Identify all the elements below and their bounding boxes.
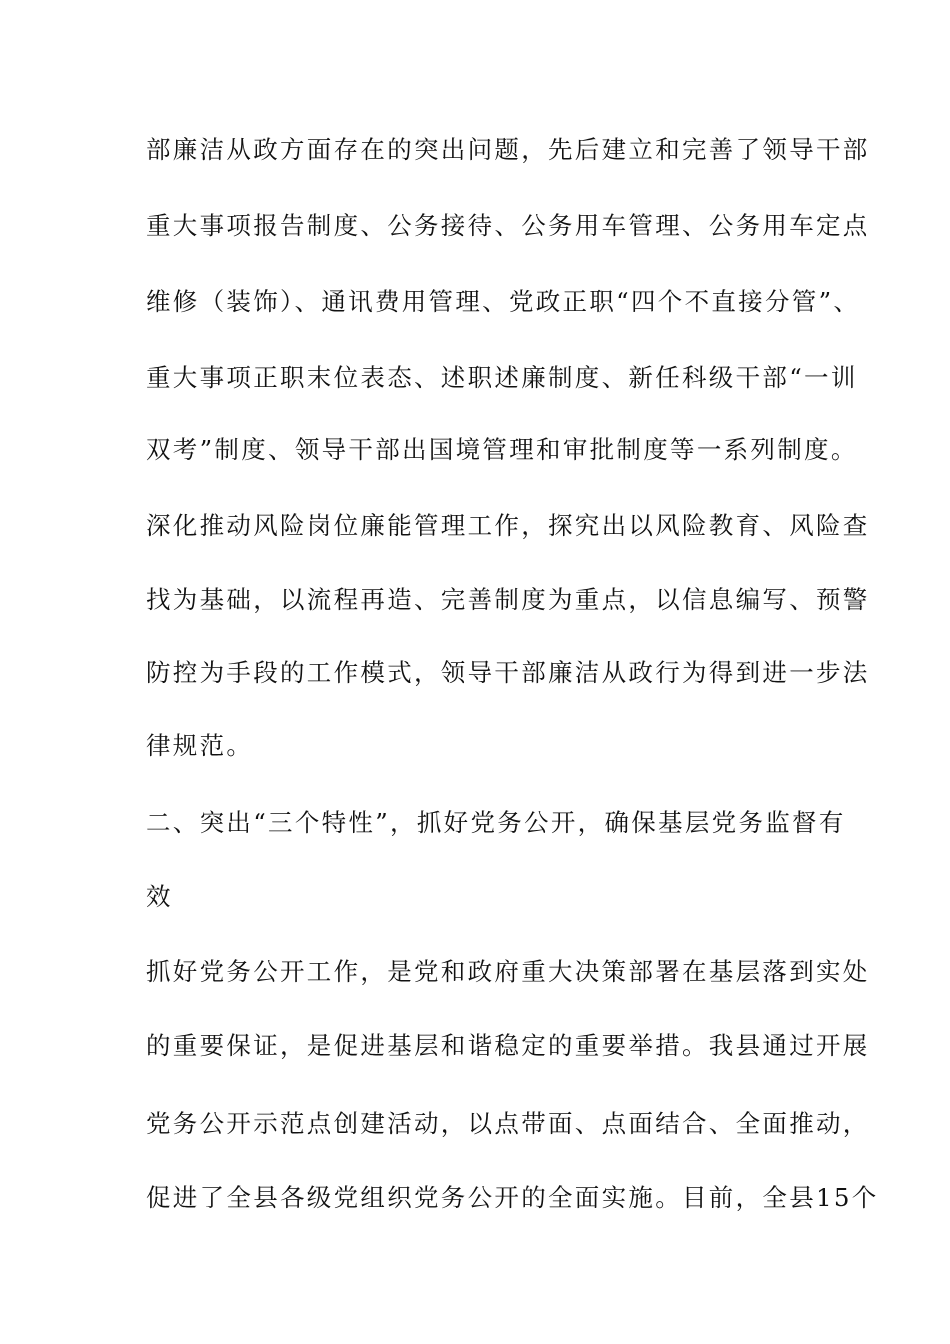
text-line: 重大事项正职末位表态、述职述廉制度、新任科级干部“一训 [146, 363, 858, 392]
text-line: 双考”制度、领导干部出国境管理和审批制度等一系列制度。 [146, 435, 858, 464]
text-line: 深化推动风险岗位廉能管理工作，探究出以风险教育、风险查 [146, 511, 870, 540]
text-line: 找为基础，以流程再造、完善制度为重点，以信息编写、预警 [146, 585, 870, 614]
text-line: 部廉洁从政方面存在的突出问题，先后建立和完善了领导干部 [146, 135, 870, 164]
text-line: 促进了全县各级党组织党务公开的全面实施。目前，全县15个 [146, 1183, 879, 1212]
text-line: 维修（装饰）、通讯费用管理、党政正职“四个不直接分管”、 [146, 287, 861, 316]
text-line: 的重要保证，是促进基层和谐稳定的重要举措。我县通过开展 [146, 1031, 870, 1060]
text-line: 防控为手段的工作模式，领导干部廉洁从政行为得到进一步法 [146, 658, 870, 687]
section-heading: 二、突出“三个特性”，抓好党务公开，确保基层党务监督有 [146, 808, 846, 837]
text-line: 抓好党务公开工作，是党和政府重大决策部署在基层落到实处 [146, 957, 870, 986]
text-line: 律规范。 [146, 731, 254, 760]
text-line: 党务公开示范点创建活动，以点带面、点面结合、全面推动， [146, 1109, 870, 1138]
text-line: 重大事项报告制度、公务接待、公务用车管理、公务用车定点 [146, 211, 870, 240]
section-heading-continued: 效 [146, 882, 173, 911]
